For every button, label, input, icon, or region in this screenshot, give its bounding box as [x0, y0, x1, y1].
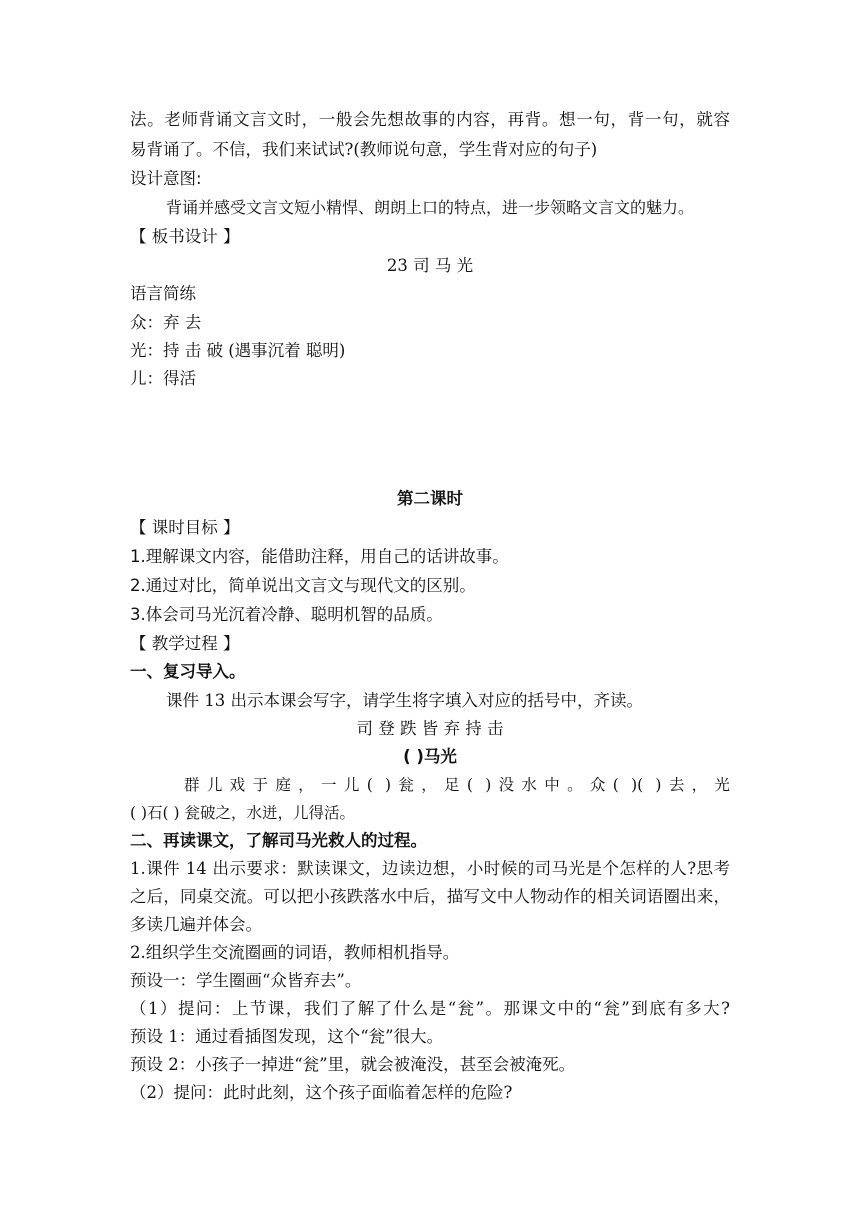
paragraph-line: 1.课件 14 出示要求：默读课文，边读边想，小时候的司马光是个怎样的人?思考: [130, 859, 730, 878]
board-line: 光：持 击 破 (遇事沉着 聪明): [130, 341, 346, 360]
step-heading: 二、再读课文，了解司马光救人的过程。: [130, 831, 427, 850]
character-list: 司 登 跌 皆 弃 持 击: [356, 719, 504, 738]
goal-item: 1.理解课文内容，能借助注释，用自己的话讲故事。: [130, 547, 509, 566]
paragraph-line: 之后，同桌交流。可以把小孩跌落水中后，描写文中人物动作的相关词语圈出来，: [130, 887, 730, 906]
paragraph-line: （2）提问：此时此刻，这个孩子面临着怎样的危险?: [130, 1083, 513, 1102]
section-heading: 【 教学过程 】: [130, 634, 240, 653]
paragraph-line: 背诵并感受文言文短小精悍、朗朗上口的特点，进一步领略文言文的魅力。: [166, 198, 695, 217]
board-line: 语言简练: [130, 284, 196, 303]
paragraph-line: 多读几遍并体会。: [130, 915, 262, 934]
board-title: 23 司 马 光: [386, 256, 474, 275]
fill-in-title: ( )马光: [403, 747, 457, 766]
board-line: 众：弃 去: [130, 313, 202, 332]
fill-in-text: ( )石( ) 瓮破之，水迸，儿得活。: [130, 804, 355, 822]
step-heading: 一、复习导入。: [130, 662, 246, 681]
goal-item: 2.通过对比，简单说出文言文与现代文的区别。: [130, 576, 476, 595]
paragraph-line: （1）提问：上节课，我们了解了什么是“瓮”。那课文中的“瓮”到底有多大?: [130, 999, 730, 1018]
section-heading: 设计意图:: [130, 169, 202, 188]
paragraph-line: 2.组织学生交流圈画的词语，教师相机指导。: [130, 943, 460, 962]
section-heading: 【 课时目标 】: [130, 518, 240, 537]
lesson-title: 第二课时: [397, 489, 463, 508]
paragraph-line: 预设 1：通过看插图发现，这个“瓮”很大。: [130, 1027, 444, 1046]
fill-in-text: 群儿戏于庭，一儿( )瓮，足( )没水中。众( )( )去，光: [184, 776, 730, 794]
board-line: 儿：得活: [130, 369, 196, 388]
paragraph-line: 课件 13 出示本课会写字，请学生将字填入对应的括号中，齐读。: [166, 691, 643, 710]
paragraph-line: 预设 2：小孩子一掉进“瓮”里，就会被淹没，甚至会被淹死。: [130, 1055, 576, 1074]
paragraph-line: 易背诵了。不信，我们来试试?(教师说句意，学生背对应的句子): [130, 140, 598, 159]
paragraph-line: 法。老师背诵文言文时，一般会先想故事的内容，再背。想一句，背一句，就容: [130, 110, 730, 129]
section-heading: 【 板书设计 】: [130, 227, 240, 246]
paragraph-line: 预设一：学生圈画“众皆弃去”。: [130, 971, 362, 990]
goal-item: 3.体会司马光沉着冷静、聪明机智的品质。: [130, 605, 443, 624]
